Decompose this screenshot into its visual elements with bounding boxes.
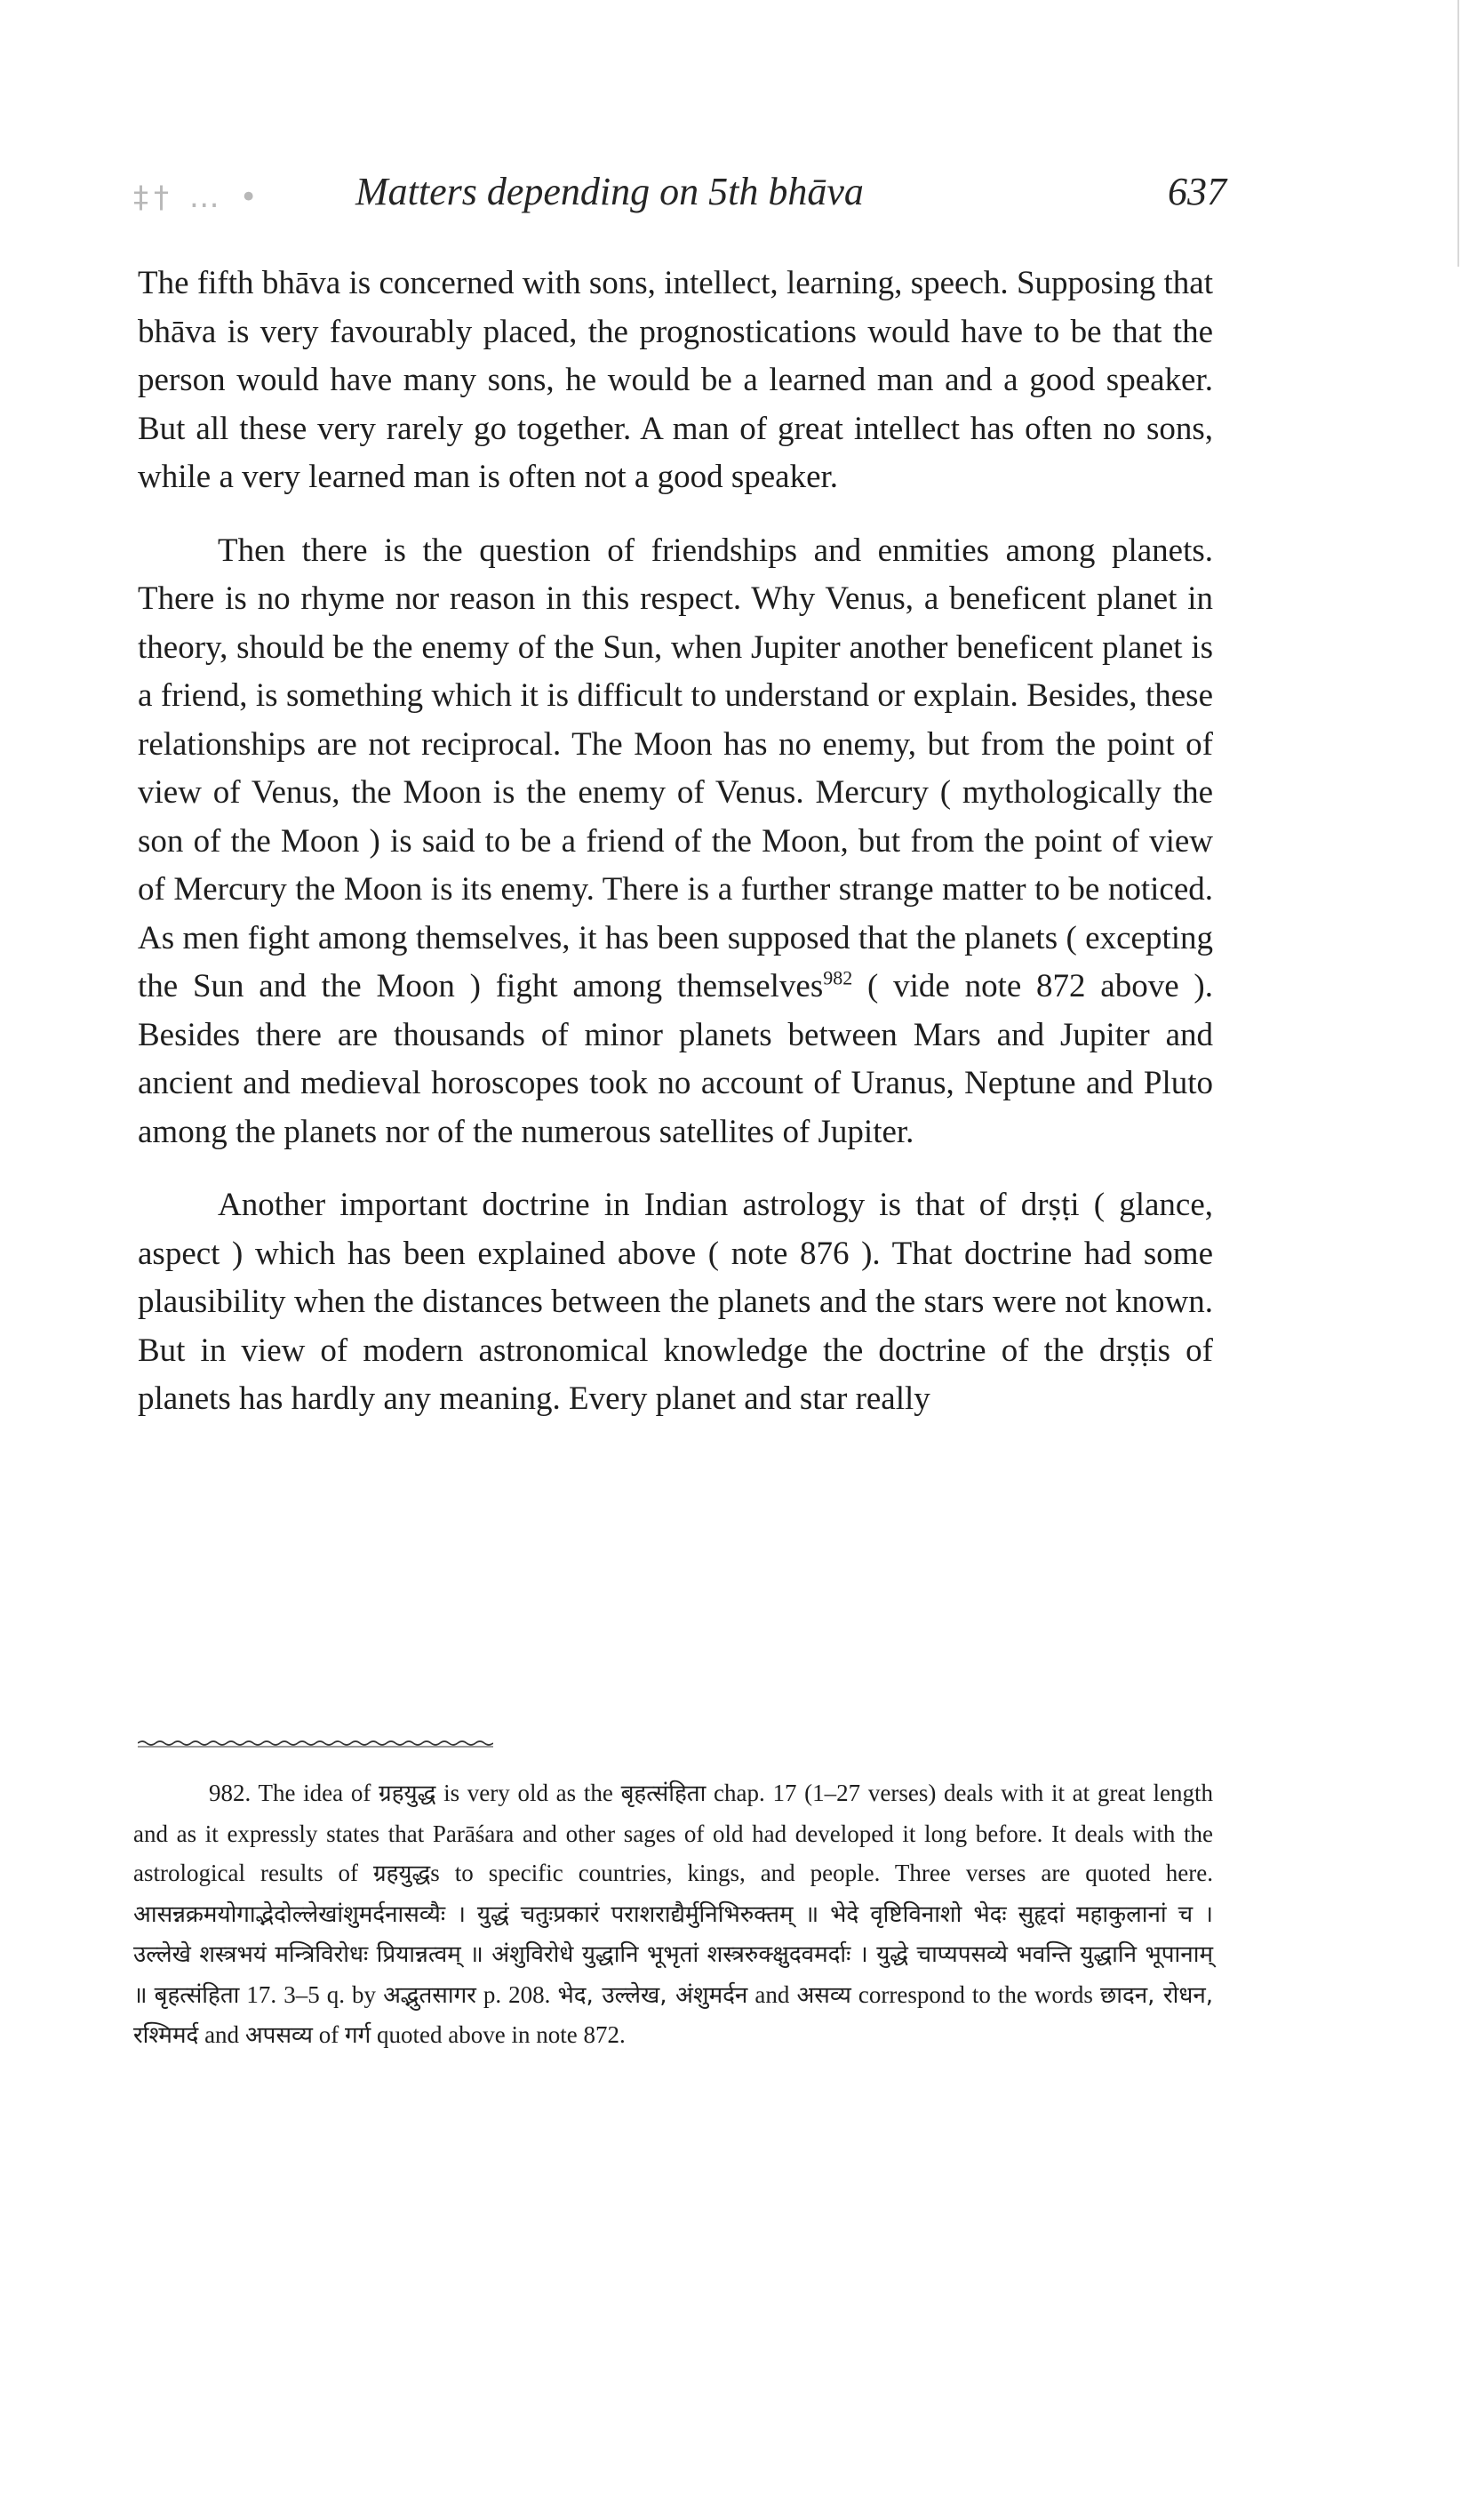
footnote-segment: and [198, 2021, 245, 2048]
devanagari-term: असव्य [796, 1981, 851, 2009]
paragraph-1: The fifth bhāva is concerned with sons, intellect, learning, speech. Supposing that bhāva is very favourably placed, the prognostications would have to be that the person would have many sons, he would be a learned man and a good speaker. But all these very rarely go together. A man of great intellect has often no sons, while a very learned man is often not a good speaker. [138, 265, 1213, 495]
devanagari-term: गर्ग [345, 2022, 371, 2049]
devanagari-quotation: आसन्नक्रमयोगाद्भेदोल्लेखांशुमर्दनासव्यैः । युद्धं चतुःप्रकारं पराशराद्यैर्मुनिभिरुक्तम् ॥ भेदे वृष्टिविनाशो भेदः सुहृदां महाकुलानां च । उल्लेखे शस्त्रभयं मन्त्रिविरोधः प्रियान्नत्वम् ॥ अंशुविरोधे युद्धानि भूभृतां शस्त्ररुक्क्षुदवमर्दाः । युद्धे चाप्यपसव्ये भवन्ति युद्धानि भूपानाम् ॥ [133, 1900, 1213, 2009]
main-text [138, 260, 1213, 1449]
devanagari-term: छादन, रोधन, रश्मिमर्द [133, 1981, 1214, 2049]
devanagari-term: ग्रहयुद्ध [372, 1860, 431, 1887]
footnote-segment: p. 208. [475, 1980, 558, 2008]
footnote-number: 982. [209, 1780, 251, 1806]
page-number: 637 [1168, 170, 1226, 213]
footnote-segment: and [747, 1980, 797, 2008]
footnote-separator [138, 1738, 493, 1748]
paragraph-2-text-a: Then there is the question of friendships and enmities among planets. There is no rhyme nor reason in this respect. Why Venus, a beneficent planet in theory, should be the enemy of the Sun, when Jupiter another beneficent planet is a friend, is something which it is difficult to understand or explain. Besides, these relationships are not reciprocal. The Moon has no enemy, but from the point of view of Venus, the Moon is the enemy of Venus. Mercury ( mythologically the son of the Moon ) is said to be a friend of the Moon, but from the point of view of Mercury the Moon is its enemy. There is a further strange matter to be noticed. As men fight among themselves, it has been supposed that the planets ( excepting the Sun and the Moon ) fight among themselves [138, 532, 1213, 1004]
devanagari-term: अपसव्य [244, 2022, 313, 2049]
page-edge-rule [1457, 0, 1459, 267]
footnote-segment: quoted above in note 872. [371, 2021, 626, 2048]
footnote-segment: correspond to the words [850, 1980, 1100, 2008]
footnote-reference: 982 [823, 966, 853, 989]
devanagari-term: भेद, उल्लेख, अंशुमर्दन [557, 1981, 748, 2009]
footnote-segment: of [313, 2021, 345, 2048]
footnote-text [133, 1773, 1213, 2056]
devanagari-term: बृहत्संहिता [154, 1981, 240, 2009]
devanagari-term: ग्रहयुद्ध [379, 1780, 436, 1807]
footnote-segment: 17. 3–5 q. by [239, 1980, 384, 2008]
page-header [133, 169, 1226, 222]
footnote-segment: The idea of [251, 1780, 379, 1806]
footnote-segment: s to specific countries, kings, and people. Three verses are quoted here. [430, 1860, 1213, 1886]
devanagari-term: अद्भुतसागर [383, 1981, 476, 2009]
footnote-segment: chap. 17 (1–27 verses) deals with it at great length and as it expressly states that Parāśara and other sages of old had developed it long before. It deals with the astrological results of [133, 1780, 1214, 1886]
paragraph-3: Another important doctrine in Indian astrology is that of drṣṭi ( glance, aspect ) which has been explained above ( note 876 ). That doctrine had some plausibility when the distances between the planets and the stars were not known. But in view of modern astronomical knowledge the doctrine of the drṣṭis of planets has hardly any meaning. Every planet and star really [138, 1187, 1213, 1417]
footnote-982 [133, 1773, 1213, 2056]
header-faint-marks: ‡† … • [133, 180, 263, 215]
paragraph-2 [138, 527, 1213, 1157]
footnote-segment [148, 1981, 155, 2008]
running-head: Matters depending on 5th bhāva [355, 170, 864, 213]
devanagari-term: बृहत्संहिता [620, 1780, 707, 1807]
paragraph-2-text-b: ( vide note 872 above ). Besides there are thousands of minor planets between Mars and Jupiter and ancient and medieval horoscopes took no account of Uranus, Neptune and Pluto among the planets nor of the numerous satellites of Jupiter. [138, 968, 1213, 1150]
footnote-segment: is very old as the [435, 1780, 621, 1806]
